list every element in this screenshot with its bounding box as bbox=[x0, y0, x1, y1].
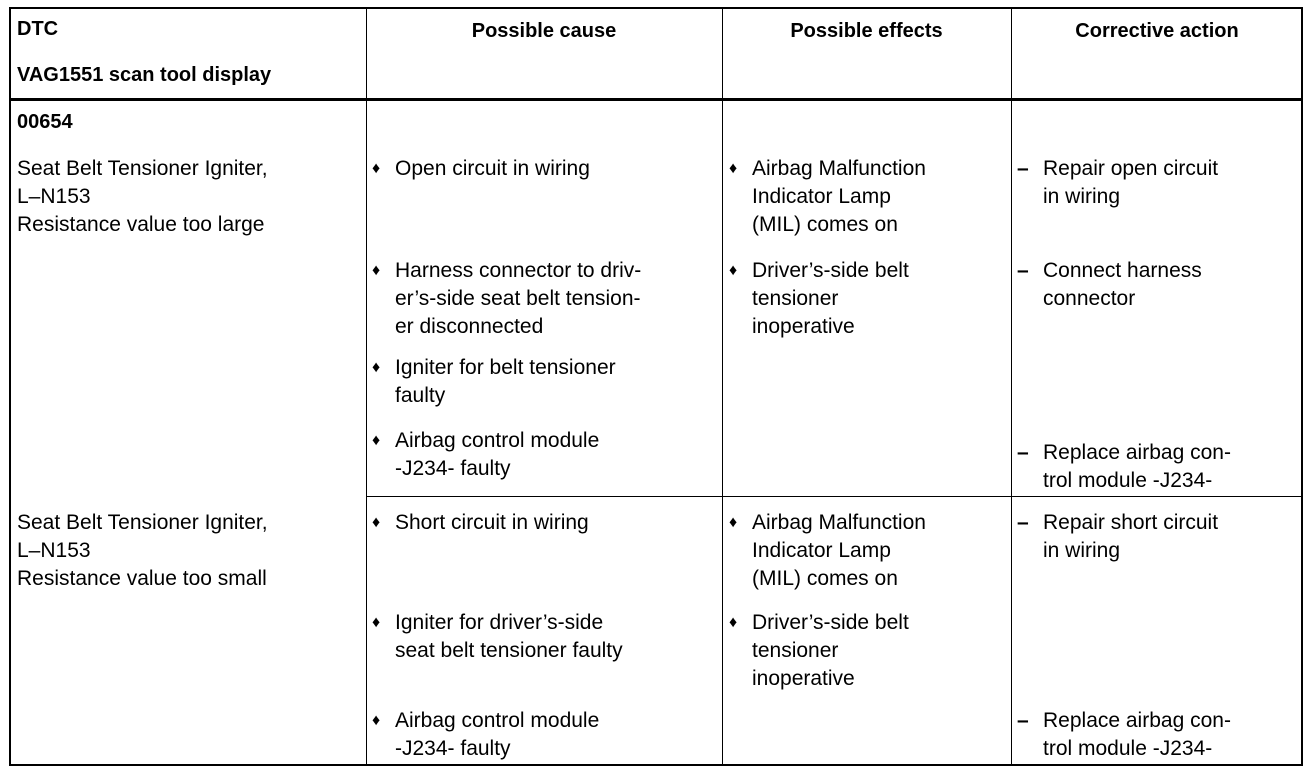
effect-text: Airbag Malfunction Indicator Lamp (MIL) comes on bbox=[752, 157, 926, 236]
dtc-description-line: Seat Belt Tensioner Igniter, bbox=[17, 157, 268, 180]
action-text: Replace airbag con- trol module -J234- bbox=[1043, 709, 1231, 760]
dash-icon: – bbox=[1017, 259, 1029, 282]
dtc-table bbox=[9, 7, 1303, 766]
action-text: Replace airbag con- trol module -J234- bbox=[1043, 441, 1231, 492]
dash-icon: – bbox=[1017, 157, 1029, 180]
dtc-description-2 bbox=[17, 509, 268, 593]
bullet-icon: ♦ bbox=[372, 160, 381, 177]
dtc-description-line: Resistance value too large bbox=[17, 213, 265, 236]
cause-text: Short circuit in wiring bbox=[395, 511, 589, 534]
dtc-description-line: Resistance value too small bbox=[17, 567, 267, 590]
bullet-icon: ♦ bbox=[372, 359, 381, 376]
action-text: Connect harness connector bbox=[1043, 259, 1202, 310]
dash-icon: – bbox=[1017, 441, 1029, 464]
header-corrective-action: Corrective action bbox=[1075, 20, 1239, 42]
dash-icon: – bbox=[1017, 709, 1029, 732]
cause-text: Igniter for driver’s-side seat belt tensioner faulty bbox=[395, 611, 623, 662]
column-divider-1 bbox=[366, 9, 367, 764]
dtc-code: 00654 bbox=[17, 111, 73, 133]
bullet-icon: ♦ bbox=[372, 262, 381, 279]
header-divider bbox=[11, 98, 1301, 101]
bullet-icon: ♦ bbox=[372, 432, 381, 449]
header-possible-effects: Possible effects bbox=[790, 20, 943, 42]
cause-text: Harness connector to driv- er’s-side seat belt tension- er disconnected bbox=[395, 259, 642, 338]
bullet-icon: ♦ bbox=[372, 614, 381, 631]
dtc-description-line: Seat Belt Tensioner Igniter, bbox=[17, 511, 268, 534]
cause-text: Open circuit in wiring bbox=[395, 157, 590, 180]
bullet-icon: ♦ bbox=[729, 614, 738, 631]
header-scan-tool: VAG1551 scan tool display bbox=[17, 64, 272, 86]
bullet-icon: ♦ bbox=[729, 262, 738, 279]
column-divider-3 bbox=[1011, 9, 1012, 764]
dtc-description-line: L–N153 bbox=[17, 539, 91, 562]
effect-text: Airbag Malfunction Indicator Lamp (MIL) comes on bbox=[752, 511, 926, 590]
header-possible-cause: Possible cause bbox=[471, 20, 617, 42]
block-divider bbox=[366, 496, 1301, 497]
cause-text: Airbag control module -J234- faulty bbox=[395, 429, 600, 480]
effect-text: Driver’s-side belt tensioner inoperative bbox=[752, 611, 909, 690]
header-dtc: DTC bbox=[17, 18, 59, 40]
column-divider-2 bbox=[722, 9, 723, 764]
dtc-description-1 bbox=[17, 155, 268, 239]
bullet-icon: ♦ bbox=[729, 160, 738, 177]
dtc-description-line: L–N153 bbox=[17, 185, 91, 208]
bullet-icon: ♦ bbox=[729, 514, 738, 531]
dash-icon: – bbox=[1017, 511, 1029, 534]
action-text: Repair short circuit in wiring bbox=[1043, 511, 1219, 562]
effect-text: Driver’s-side belt tensioner inoperative bbox=[752, 259, 909, 338]
bullet-icon: ♦ bbox=[372, 514, 381, 531]
cause-text: Igniter for belt tensioner faulty bbox=[395, 356, 616, 407]
action-text: Repair open circuit in wiring bbox=[1043, 157, 1219, 208]
cause-text: Airbag control module -J234- faulty bbox=[395, 709, 600, 760]
bullet-icon: ♦ bbox=[372, 712, 381, 729]
